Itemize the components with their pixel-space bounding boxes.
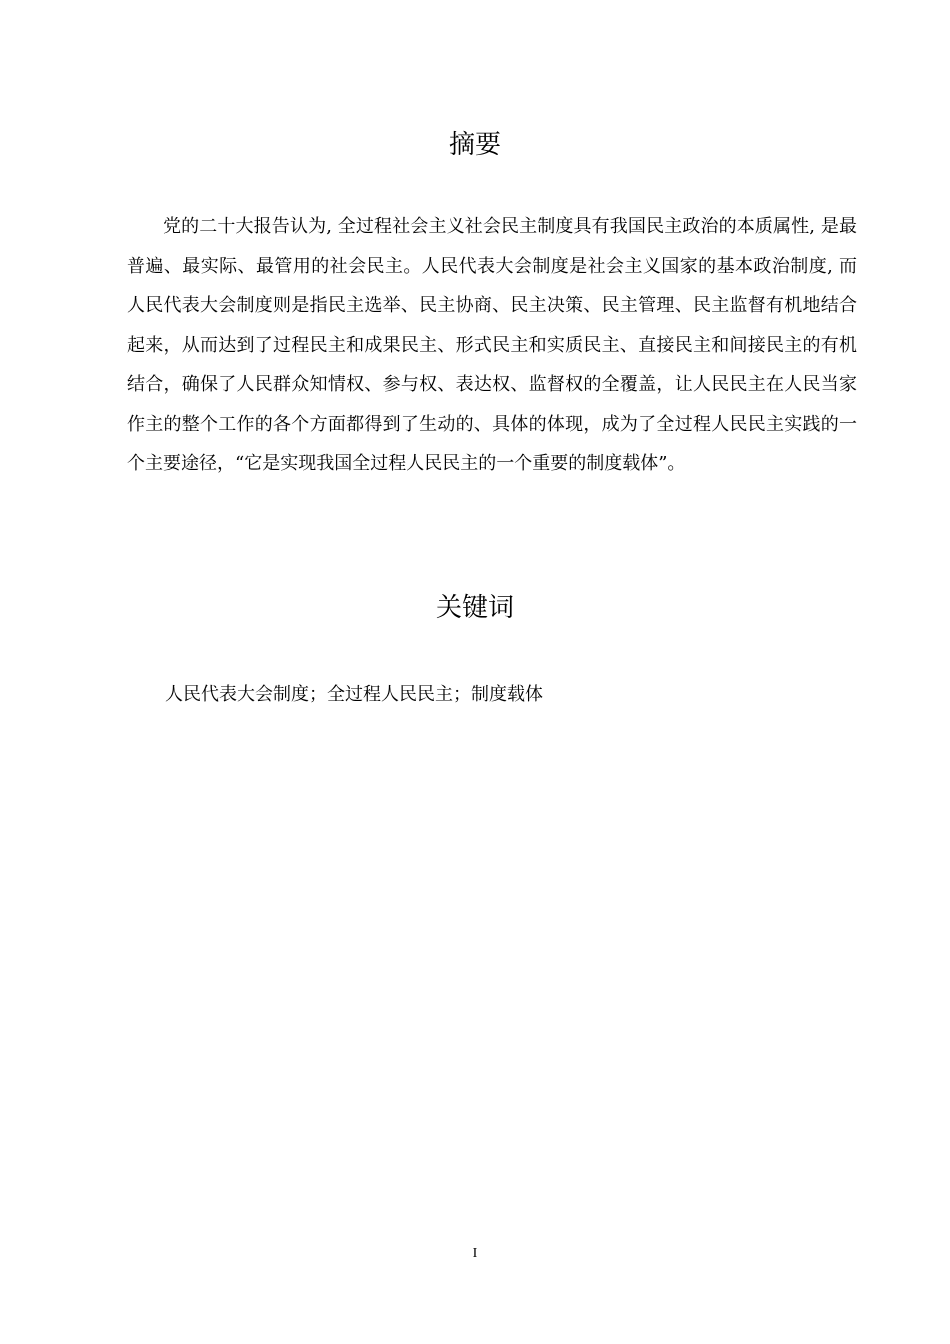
abstract-heading: 摘要 (448, 130, 501, 160)
page-number: I (472, 1246, 478, 1261)
abstract-body: 党的二十大报告认为, 全过程社会主义社会民主制度具有我国民主政治的本质属性, 是最普遍、最实际、最管用的社会民主。人民代表大会制度是社会主义国家的基本政治制度, 而人民代表大会制度则是指民主选举、民主协商、民主决策、民主管理、民主监督有机地结合起来，从而达到了过程民主和成果民主、形式民主和实质民主、直接民主和间接民主的有机结合，确保了人民群众知情权、参与权、表达权、监督权的全覆盖，让人民民主在人民当家作主的整个工作的各个方面都得到了生动的、具体的体现，成为了全过程人民民主实践的一个主要途径，“它是实现我国全过程人民民主的一个重要的制度载体”。 (127, 216, 857, 474)
keywords-body: 人民代表大会制度；全过程人民民主；制度载体 (165, 684, 543, 705)
keywords-heading: 关键词 (435, 593, 514, 623)
